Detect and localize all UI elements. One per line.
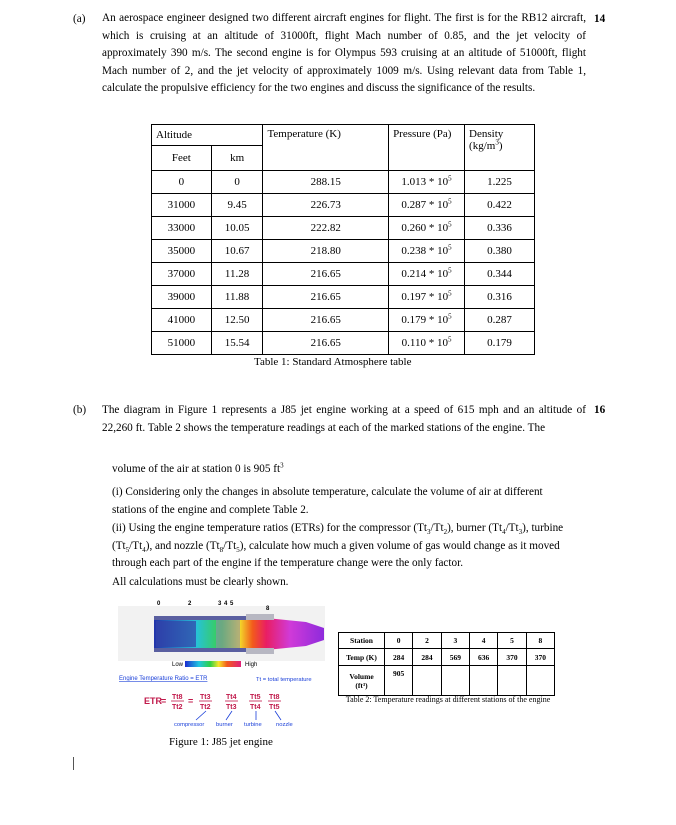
t2-temp-3: 569 [441, 649, 469, 666]
part-b-marks: 16 [594, 404, 606, 416]
pressure-value: 0.214 * 10 [401, 268, 449, 280]
part-b-label: (b) [73, 404, 87, 416]
cell-km: 12.50 [211, 309, 263, 332]
pressure-value: 0.197 * 10 [401, 291, 449, 303]
t2-temp-5: 370 [498, 649, 526, 666]
pressure-exp: 5 [448, 174, 452, 183]
station-label-0: 0 [157, 601, 161, 607]
frac-5-num: Tt8 [269, 694, 280, 701]
t2-temp-0: 284 [385, 649, 413, 666]
cell-density: 0.287 [465, 309, 535, 332]
cell-pressure [389, 194, 465, 217]
j85-engine-figure [116, 598, 330, 733]
cell-km: 10.05 [211, 217, 263, 240]
atmosphere-row [152, 171, 535, 194]
legend-high: High [245, 662, 258, 668]
header-altitude: Altitude [152, 125, 263, 146]
frac-1-num: Tt8 [172, 694, 183, 701]
sub-question-ii: (ii) Using the engine temperature ratios (ETRs) for the compressor $(Tt_3/Tt_2)$, burner $(Tt_4/Tt_3)$, turbine $(Tt_5/Tt_4)$, and nozzle $(Tt_8/Tt_5)$, calculate how much a given volume of gas would change as it moved through each part of the engine if the temperature change were the only factor. [112, 522, 564, 570]
cell-km: 15.54 [211, 332, 263, 355]
atmosphere-row [152, 309, 535, 332]
header-feet: Feet [152, 146, 212, 171]
t2-volume-text: Volume [349, 671, 374, 681]
header-temperature: Temperature (K) [263, 125, 389, 171]
frac-3-num: Tt4 [226, 694, 237, 701]
cell-pressure [389, 240, 465, 263]
cell-km: 11.88 [211, 286, 263, 309]
density-unit: (kg/m [469, 140, 496, 152]
t2-volume-2[interactable] [413, 666, 441, 696]
cell-temperature: 216.65 [263, 309, 389, 332]
cell-temperature: 226.73 [263, 194, 389, 217]
pressure-exp: 5 [448, 266, 452, 275]
frac-2-den: Tt2 [200, 704, 211, 711]
cell-pressure [389, 332, 465, 355]
t2-volume-label [339, 666, 385, 696]
t2-station-2: 2 [413, 633, 441, 649]
pressure-exp: 5 [448, 220, 452, 229]
t2-temp-4: 636 [469, 649, 497, 666]
all-calculations-note: All calculations must be clearly shown. [112, 576, 289, 588]
pressure-value: 0.110 * 10 [401, 337, 448, 349]
sub-question-i: (i) Considering only the changes in absolute temperature, calculate the volume of air at different stations of the engine and complete Table 2. [112, 486, 543, 516]
cell-temperature: 218.80 [263, 240, 389, 263]
component-turbine: turbine [244, 722, 262, 728]
cell-pressure [389, 309, 465, 332]
pressure-exp: 5 [447, 335, 452, 344]
svg-text:=: = [161, 696, 167, 706]
density-label: Density [469, 128, 504, 140]
cell-temperature: 216.65 [263, 286, 389, 309]
cell-km: 9.45 [211, 194, 263, 217]
atmosphere-row [152, 194, 535, 217]
atmosphere-row [152, 240, 535, 263]
t2-volume-unit: (ft³) [355, 680, 368, 690]
cell-pressure [389, 263, 465, 286]
t2-volume-0[interactable]: 905 [385, 666, 413, 696]
pressure-value: 0.287 * 10 [401, 199, 449, 211]
atmosphere-row [152, 217, 535, 240]
frac-1-den: Tt2 [172, 704, 183, 711]
cell-feet: 33000 [152, 217, 212, 240]
station-label-3: 3 [218, 601, 222, 607]
header-density [465, 125, 535, 171]
pressure-exp: 5 [448, 312, 452, 321]
cell-km: 0 [211, 171, 263, 194]
cell-feet: 35000 [152, 240, 212, 263]
station-label-5: 5 [230, 601, 234, 607]
t2-volume-4[interactable] [469, 666, 497, 696]
density-unit-exp: 3 [495, 138, 499, 147]
volume-statement [112, 461, 572, 479]
cell-feet: 39000 [152, 286, 212, 309]
density-unit-close: ) [498, 140, 503, 152]
cell-density: 0.344 [465, 263, 535, 286]
pressure-exp: 5 [448, 289, 452, 298]
t2-station-3: 3 [441, 633, 469, 649]
text-cursor [73, 757, 74, 770]
frac-3-den: Tt3 [226, 704, 237, 711]
component-compressor: compressor [174, 722, 205, 728]
temperature-readings-table [338, 632, 555, 696]
cell-pressure [389, 171, 465, 194]
etr-lhs: ETR [144, 696, 162, 706]
table1-caption: Table 1: Standard Atmosphere table [254, 356, 412, 368]
station-label-4: 4 [224, 601, 228, 607]
frac-4-num: Tt5 [250, 694, 261, 701]
part-a-label: (a) [73, 13, 86, 25]
part-a-marks: 14 [594, 13, 606, 25]
cell-temperature: 288.15 [263, 171, 389, 194]
cell-km: 10.67 [211, 240, 263, 263]
t2-temp-8: 370 [526, 649, 554, 666]
header-km: km [211, 146, 263, 171]
t2-station-5: 5 [498, 633, 526, 649]
part-a-text: An aerospace engineer designed two different aircraft engines for flight. The first is for the RB12 aircraft, which is cruising at an altitude of 31000ft, flight Mach number of 0.85, and the jet velocity of approximately 390 m/s. The second engine is for Olympus 593 cruising at an altitude of 51000ft, flight Mach number of 2, and the jet velocity of approximately 1009 m/s. Using relevant data from Table 1, calculate the propulsive efficiency for the two engines and discuss the significance of the results. [102, 12, 586, 95]
cell-feet: 37000 [152, 263, 212, 286]
atmosphere-row [152, 286, 535, 309]
standard-atmosphere-table [151, 124, 535, 355]
frac-2-num: Tt3 [200, 694, 211, 701]
pressure-value: 0.260 * 10 [401, 222, 449, 234]
cell-density: 0.422 [465, 194, 535, 217]
cell-density: 0.179 [465, 332, 535, 355]
cell-density: 0.380 [465, 240, 535, 263]
station-label-2: 2 [188, 601, 192, 607]
t2-volume-8[interactable] [526, 666, 554, 696]
atmosphere-row [152, 332, 535, 355]
pressure-exp: 5 [448, 243, 452, 252]
cell-temperature: 216.65 [263, 263, 389, 286]
cell-density: 0.316 [465, 286, 535, 309]
cell-pressure [389, 217, 465, 240]
pressure-value: 0.238 * 10 [401, 245, 449, 257]
volume-exp: 3 [280, 461, 284, 470]
t2-temp-2: 284 [413, 649, 441, 666]
pressure-value: 0.179 * 10 [401, 314, 449, 326]
pressure-exp: 5 [448, 197, 452, 206]
frac-4-den: Tt4 [250, 704, 261, 711]
cell-density: 0.336 [465, 217, 535, 240]
pressure-value: 1.013 * 10 [401, 176, 449, 188]
frac-5-den: Tt5 [269, 704, 280, 711]
svg-text:=: = [188, 696, 194, 706]
legend-gradient [185, 661, 241, 667]
table2-caption: Table 2: Temperature readings at different stations of the engine [345, 695, 551, 704]
t2-volume-3[interactable] [441, 666, 469, 696]
header-pressure: Pressure (Pa) [389, 125, 465, 171]
volume-text: volume of the air at station 0 is 905 ft [112, 463, 281, 475]
cell-pressure [389, 286, 465, 309]
cell-density: 1.225 [465, 171, 535, 194]
cell-feet: 31000 [152, 194, 212, 217]
legend-low: Low [172, 662, 184, 668]
cell-km: 11.28 [211, 263, 263, 286]
part-b-text: The diagram in Figure 1 represents a J85 jet engine working at a speed of 615 mph and an altitude of 22,260 ft. Table 2 shows the temperature readings at each of the marked stations of the engine. The [102, 404, 586, 434]
component-burner: burner [216, 722, 233, 728]
t2-volume-5[interactable] [498, 666, 526, 696]
component-nozzle: nozzle [276, 722, 293, 728]
cell-feet: 41000 [152, 309, 212, 332]
cell-feet: 51000 [152, 332, 212, 355]
cell-feet: 0 [152, 171, 212, 194]
tt-note: Tt = total temperature [256, 677, 312, 683]
cell-temperature: 216.65 [263, 332, 389, 355]
t2-station-label: Station [339, 633, 385, 649]
station-label-8: 8 [266, 606, 270, 612]
t2-station-8: 8 [526, 633, 554, 649]
figure1-caption: Figure 1: J85 jet engine [169, 736, 273, 748]
etr-title: Engine Temperature Ratio = ETR [119, 676, 208, 682]
t2-station-4: 4 [469, 633, 497, 649]
t2-station-0: 0 [385, 633, 413, 649]
atmosphere-row [152, 263, 535, 286]
t2-temp-label: Temp (K) [339, 649, 385, 666]
cell-temperature: 222.82 [263, 217, 389, 240]
